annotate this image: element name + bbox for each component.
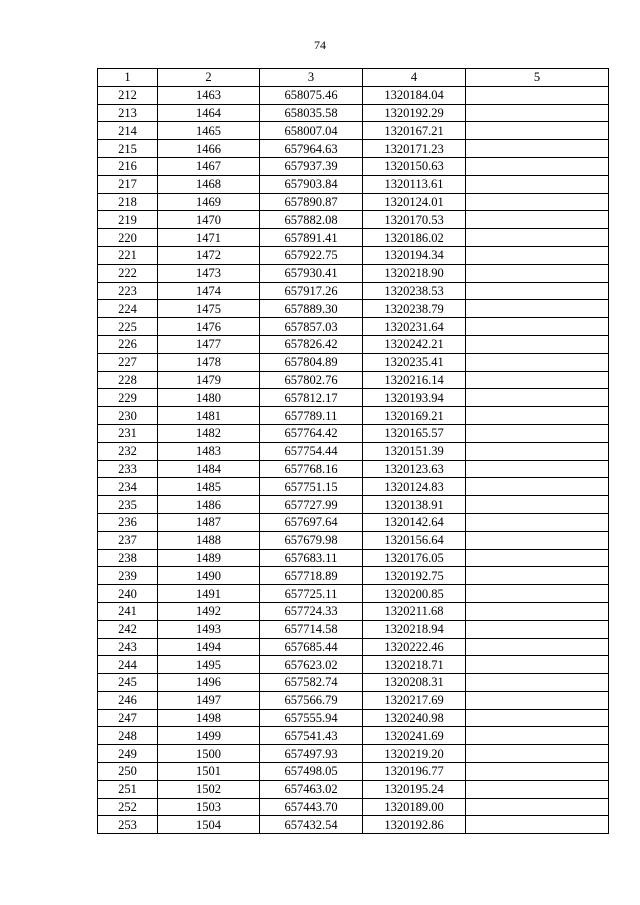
table-row	[98, 549, 609, 567]
note-cell	[466, 140, 609, 158]
row-index-cell: 239	[98, 567, 158, 585]
note-cell	[466, 780, 609, 798]
note-cell	[466, 442, 609, 460]
table-body	[98, 86, 609, 833]
y-coordinate-cell: 1320171.23	[363, 140, 466, 158]
table-row	[98, 674, 609, 692]
note-cell	[466, 709, 609, 727]
x-coordinate-cell: 657443.70	[260, 798, 363, 816]
row-index-cell: 251	[98, 780, 158, 798]
row-index-cell: 228	[98, 371, 158, 389]
x-coordinate-cell: 657498.05	[260, 763, 363, 781]
y-coordinate-cell: 1320195.24	[363, 780, 466, 798]
y-coordinate-cell: 1320219.20	[363, 745, 466, 763]
y-coordinate-cell: 1320186.02	[363, 229, 466, 247]
note-cell	[466, 763, 609, 781]
x-coordinate-cell: 657497.93	[260, 745, 363, 763]
row-index-cell: 216	[98, 157, 158, 175]
note-cell	[466, 353, 609, 371]
table-row	[98, 620, 609, 638]
x-coordinate-cell: 657463.02	[260, 780, 363, 798]
row-index-cell: 224	[98, 300, 158, 318]
y-coordinate-cell: 1320124.83	[363, 478, 466, 496]
note-cell	[466, 460, 609, 478]
point-number-cell: 1475	[158, 300, 260, 318]
note-cell	[466, 371, 609, 389]
point-number-cell: 1470	[158, 211, 260, 229]
y-coordinate-cell: 1320196.77	[363, 763, 466, 781]
point-number-cell: 1487	[158, 513, 260, 531]
y-coordinate-cell: 1320138.91	[363, 496, 466, 514]
y-coordinate-cell: 1320142.64	[363, 513, 466, 531]
note-cell	[466, 567, 609, 585]
x-coordinate-cell: 657826.42	[260, 335, 363, 353]
note-cell	[466, 407, 609, 425]
note-cell	[466, 318, 609, 336]
y-coordinate-cell: 1320200.85	[363, 585, 466, 603]
y-coordinate-cell: 1320156.64	[363, 531, 466, 549]
point-number-cell: 1471	[158, 229, 260, 247]
row-index-cell: 225	[98, 318, 158, 336]
table-header	[98, 69, 609, 87]
point-number-cell: 1493	[158, 620, 260, 638]
x-coordinate-cell: 657751.15	[260, 478, 363, 496]
row-index-cell: 226	[98, 335, 158, 353]
table-row	[98, 567, 609, 585]
point-number-cell: 1467	[158, 157, 260, 175]
point-number-cell: 1492	[158, 602, 260, 620]
y-coordinate-cell: 1320211.68	[363, 602, 466, 620]
row-index-cell: 247	[98, 709, 158, 727]
y-coordinate-cell: 1320235.41	[363, 353, 466, 371]
note-cell	[466, 264, 609, 282]
y-coordinate-cell: 1320238.79	[363, 300, 466, 318]
note-cell	[466, 104, 609, 122]
y-coordinate-cell: 1320242.21	[363, 335, 466, 353]
table-row	[98, 780, 609, 798]
point-number-cell: 1473	[158, 264, 260, 282]
row-index-cell: 246	[98, 691, 158, 709]
row-index-cell: 233	[98, 460, 158, 478]
note-cell	[466, 246, 609, 264]
row-index-cell: 218	[98, 193, 158, 211]
row-index-cell: 232	[98, 442, 158, 460]
point-number-cell: 1490	[158, 567, 260, 585]
header-cell-3: 3	[260, 69, 363, 87]
note-cell	[466, 211, 609, 229]
x-coordinate-cell: 657812.17	[260, 389, 363, 407]
y-coordinate-cell: 1320192.86	[363, 816, 466, 834]
point-number-cell: 1504	[158, 816, 260, 834]
y-coordinate-cell: 1320189.00	[363, 798, 466, 816]
note-cell	[466, 549, 609, 567]
row-index-cell: 240	[98, 585, 158, 603]
y-coordinate-cell: 1320123.63	[363, 460, 466, 478]
x-coordinate-cell: 657724.33	[260, 602, 363, 620]
table-row	[98, 496, 609, 514]
x-coordinate-cell: 657764.42	[260, 424, 363, 442]
y-coordinate-cell: 1320231.64	[363, 318, 466, 336]
table-row	[98, 816, 609, 834]
x-coordinate-cell: 657727.99	[260, 496, 363, 514]
table-row	[98, 763, 609, 781]
header-row	[98, 69, 609, 87]
note-cell	[466, 638, 609, 656]
y-coordinate-cell: 1320176.05	[363, 549, 466, 567]
note-cell	[466, 496, 609, 514]
y-coordinate-cell: 1320238.53	[363, 282, 466, 300]
point-number-cell: 1478	[158, 353, 260, 371]
point-number-cell: 1476	[158, 318, 260, 336]
table-row	[98, 389, 609, 407]
row-index-cell: 249	[98, 745, 158, 763]
x-coordinate-cell: 657718.89	[260, 567, 363, 585]
x-coordinate-cell: 657697.64	[260, 513, 363, 531]
x-coordinate-cell: 657917.26	[260, 282, 363, 300]
x-coordinate-cell: 657857.03	[260, 318, 363, 336]
note-cell	[466, 282, 609, 300]
point-number-cell: 1503	[158, 798, 260, 816]
x-coordinate-cell: 657541.43	[260, 727, 363, 745]
point-number-cell: 1499	[158, 727, 260, 745]
note-cell	[466, 424, 609, 442]
row-index-cell: 227	[98, 353, 158, 371]
table-row	[98, 602, 609, 620]
y-coordinate-cell: 1320218.71	[363, 656, 466, 674]
table-row	[98, 140, 609, 158]
table-row	[98, 709, 609, 727]
note-cell	[466, 229, 609, 247]
x-coordinate-cell: 658035.58	[260, 104, 363, 122]
row-index-cell: 241	[98, 602, 158, 620]
point-number-cell: 1483	[158, 442, 260, 460]
table-row	[98, 211, 609, 229]
point-number-cell: 1465	[158, 122, 260, 140]
note-cell	[466, 300, 609, 318]
note-cell	[466, 193, 609, 211]
point-number-cell: 1468	[158, 175, 260, 193]
x-coordinate-cell: 657789.11	[260, 407, 363, 425]
table-row	[98, 193, 609, 211]
y-coordinate-cell: 1320193.94	[363, 389, 466, 407]
row-index-cell: 245	[98, 674, 158, 692]
x-coordinate-cell: 657804.89	[260, 353, 363, 371]
note-cell	[466, 745, 609, 763]
row-index-cell: 229	[98, 389, 158, 407]
table-row	[98, 585, 609, 603]
table-row	[98, 282, 609, 300]
y-coordinate-cell: 1320192.75	[363, 567, 466, 585]
row-index-cell: 215	[98, 140, 158, 158]
row-index-cell: 213	[98, 104, 158, 122]
point-number-cell: 1495	[158, 656, 260, 674]
point-number-cell: 1466	[158, 140, 260, 158]
row-index-cell: 230	[98, 407, 158, 425]
table-row	[98, 264, 609, 282]
point-number-cell: 1464	[158, 104, 260, 122]
point-number-cell: 1477	[158, 335, 260, 353]
x-coordinate-cell: 657903.84	[260, 175, 363, 193]
note-cell	[466, 798, 609, 816]
point-number-cell: 1496	[158, 674, 260, 692]
table-row	[98, 513, 609, 531]
note-cell	[466, 620, 609, 638]
row-index-cell: 242	[98, 620, 158, 638]
point-number-cell: 1484	[158, 460, 260, 478]
x-coordinate-cell: 657725.11	[260, 585, 363, 603]
y-coordinate-cell: 1320194.34	[363, 246, 466, 264]
x-coordinate-cell: 657964.63	[260, 140, 363, 158]
note-cell	[466, 674, 609, 692]
y-coordinate-cell: 1320218.90	[363, 264, 466, 282]
table-row	[98, 104, 609, 122]
table-row	[98, 246, 609, 264]
y-coordinate-cell: 1320184.04	[363, 86, 466, 104]
row-index-cell: 244	[98, 656, 158, 674]
y-coordinate-cell: 1320165.57	[363, 424, 466, 442]
x-coordinate-cell: 657768.16	[260, 460, 363, 478]
point-number-cell: 1502	[158, 780, 260, 798]
note-cell	[466, 335, 609, 353]
table-row	[98, 460, 609, 478]
row-index-cell: 238	[98, 549, 158, 567]
x-coordinate-cell: 657623.02	[260, 656, 363, 674]
x-coordinate-cell: 657930.41	[260, 264, 363, 282]
table-row	[98, 371, 609, 389]
table-row	[98, 727, 609, 745]
row-index-cell: 223	[98, 282, 158, 300]
row-index-cell: 250	[98, 763, 158, 781]
x-coordinate-cell: 657555.94	[260, 709, 363, 727]
point-number-cell: 1474	[158, 282, 260, 300]
y-coordinate-cell: 1320208.31	[363, 674, 466, 692]
table-row	[98, 424, 609, 442]
row-index-cell: 237	[98, 531, 158, 549]
header-cell-1: 1	[98, 69, 158, 87]
note-cell	[466, 478, 609, 496]
point-number-cell: 1500	[158, 745, 260, 763]
table-row	[98, 335, 609, 353]
y-coordinate-cell: 1320169.21	[363, 407, 466, 425]
x-coordinate-cell: 657890.87	[260, 193, 363, 211]
x-coordinate-cell: 657714.58	[260, 620, 363, 638]
point-number-cell: 1501	[158, 763, 260, 781]
table-row	[98, 798, 609, 816]
point-number-cell: 1494	[158, 638, 260, 656]
x-coordinate-cell: 657937.39	[260, 157, 363, 175]
y-coordinate-cell: 1320113.61	[363, 175, 466, 193]
point-number-cell: 1486	[158, 496, 260, 514]
point-number-cell: 1480	[158, 389, 260, 407]
coordinates-table	[97, 68, 609, 834]
point-number-cell: 1463	[158, 86, 260, 104]
y-coordinate-cell: 1320217.69	[363, 691, 466, 709]
row-index-cell: 248	[98, 727, 158, 745]
row-index-cell: 214	[98, 122, 158, 140]
y-coordinate-cell: 1320241.69	[363, 727, 466, 745]
note-cell	[466, 656, 609, 674]
y-coordinate-cell: 1320151.39	[363, 442, 466, 460]
row-index-cell: 236	[98, 513, 158, 531]
row-index-cell: 253	[98, 816, 158, 834]
table-row	[98, 638, 609, 656]
table-row	[98, 531, 609, 549]
table-row	[98, 175, 609, 193]
point-number-cell: 1482	[158, 424, 260, 442]
row-index-cell: 222	[98, 264, 158, 282]
row-index-cell: 234	[98, 478, 158, 496]
point-number-cell: 1497	[158, 691, 260, 709]
row-index-cell: 220	[98, 229, 158, 247]
row-index-cell: 231	[98, 424, 158, 442]
y-coordinate-cell: 1320216.14	[363, 371, 466, 389]
point-number-cell: 1489	[158, 549, 260, 567]
note-cell	[466, 816, 609, 834]
y-coordinate-cell: 1320240.98	[363, 709, 466, 727]
table-row	[98, 478, 609, 496]
row-index-cell: 243	[98, 638, 158, 656]
table-row	[98, 407, 609, 425]
point-number-cell: 1479	[158, 371, 260, 389]
table-row	[98, 300, 609, 318]
point-number-cell: 1472	[158, 246, 260, 264]
x-coordinate-cell: 657432.54	[260, 816, 363, 834]
x-coordinate-cell: 657754.44	[260, 442, 363, 460]
note-cell	[466, 389, 609, 407]
note-cell	[466, 175, 609, 193]
x-coordinate-cell: 657566.79	[260, 691, 363, 709]
row-index-cell: 235	[98, 496, 158, 514]
header-cell-2: 2	[158, 69, 260, 87]
row-index-cell: 221	[98, 246, 158, 264]
point-number-cell: 1498	[158, 709, 260, 727]
y-coordinate-cell: 1320218.94	[363, 620, 466, 638]
note-cell	[466, 602, 609, 620]
table-row	[98, 442, 609, 460]
table-row	[98, 86, 609, 104]
table-row	[98, 229, 609, 247]
x-coordinate-cell: 657582.74	[260, 674, 363, 692]
table-row	[98, 353, 609, 371]
note-cell	[466, 122, 609, 140]
point-number-cell: 1488	[158, 531, 260, 549]
x-coordinate-cell: 658007.04	[260, 122, 363, 140]
table-row	[98, 656, 609, 674]
x-coordinate-cell: 657679.98	[260, 531, 363, 549]
y-coordinate-cell: 1320222.46	[363, 638, 466, 656]
table-row	[98, 157, 609, 175]
x-coordinate-cell: 657922.75	[260, 246, 363, 264]
table-row	[98, 745, 609, 763]
table-row	[98, 122, 609, 140]
x-coordinate-cell: 657683.11	[260, 549, 363, 567]
row-index-cell: 252	[98, 798, 158, 816]
point-number-cell: 1469	[158, 193, 260, 211]
y-coordinate-cell: 1320167.21	[363, 122, 466, 140]
note-cell	[466, 86, 609, 104]
row-index-cell: 212	[98, 86, 158, 104]
point-number-cell: 1485	[158, 478, 260, 496]
header-cell-5: 5	[466, 69, 609, 87]
row-index-cell: 219	[98, 211, 158, 229]
row-index-cell: 217	[98, 175, 158, 193]
y-coordinate-cell: 1320124.01	[363, 193, 466, 211]
y-coordinate-cell: 1320192.29	[363, 104, 466, 122]
y-coordinate-cell: 1320150.63	[363, 157, 466, 175]
note-cell	[466, 727, 609, 745]
x-coordinate-cell: 657891.41	[260, 229, 363, 247]
table-row	[98, 691, 609, 709]
y-coordinate-cell: 1320170.53	[363, 211, 466, 229]
note-cell	[466, 513, 609, 531]
point-number-cell: 1481	[158, 407, 260, 425]
header-cell-4: 4	[363, 69, 466, 87]
note-cell	[466, 691, 609, 709]
note-cell	[466, 157, 609, 175]
x-coordinate-cell: 657882.08	[260, 211, 363, 229]
table-row	[98, 318, 609, 336]
note-cell	[466, 531, 609, 549]
point-number-cell: 1491	[158, 585, 260, 603]
note-cell	[466, 585, 609, 603]
x-coordinate-cell: 657889.30	[260, 300, 363, 318]
page-number: 74	[314, 38, 326, 52]
x-coordinate-cell: 657802.76	[260, 371, 363, 389]
x-coordinate-cell: 658075.46	[260, 86, 363, 104]
x-coordinate-cell: 657685.44	[260, 638, 363, 656]
